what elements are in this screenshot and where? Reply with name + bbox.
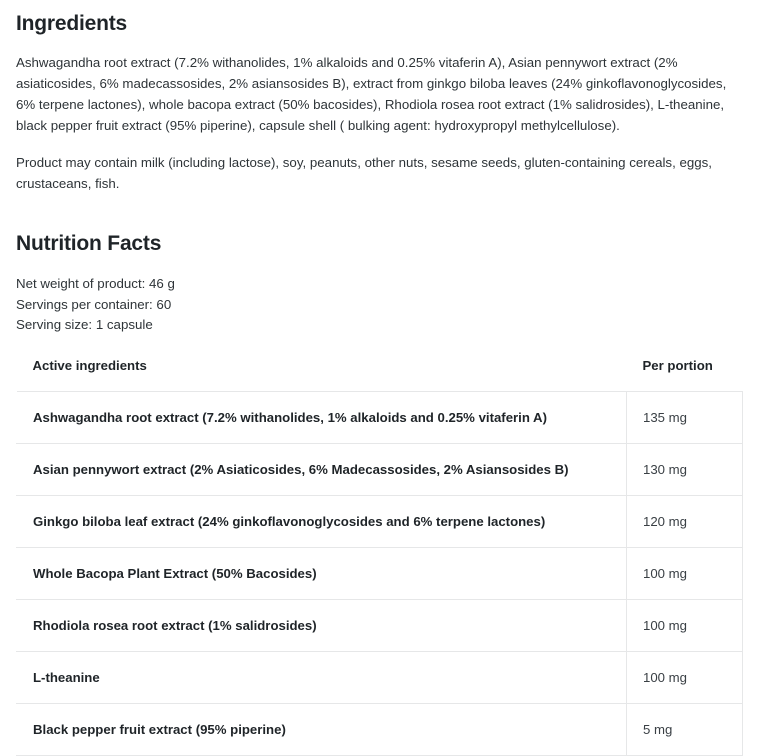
table-row <box>17 651 743 703</box>
table-body <box>17 391 743 755</box>
column-header-active-ingredients: Active ingredients <box>32 357 147 373</box>
ingredients-heading: Ingredients <box>16 12 127 35</box>
table-row <box>17 547 743 599</box>
table-row <box>17 599 743 651</box>
column-header-per-portion: Per portion <box>642 357 713 373</box>
table-row <box>17 391 743 443</box>
nutrition-facts-heading: Nutrition Facts <box>16 232 162 255</box>
servings-per-container-line: Servings per container: 60 <box>16 296 172 312</box>
ingredient-amount: 100 mg <box>627 547 743 599</box>
ingredient-name: Asian pennywort extract (2% Asiaticosides, 6% Madecassosides, 2% Asiansosides B) <box>17 443 627 495</box>
nutrition-summary-list <box>16 274 742 336</box>
ingredient-amount: 135 mg <box>627 391 743 443</box>
ingredients-paragraph: Ashwagandha root extract (7.2% withanolides, 1% alkaloids and 0.25% vitaferin A), Asian pennywort extract (2% asiaticosides, 6% madecassosides, 2% asiansosides B), extract from ginkgo biloba leaves (24% ginkoflavonoglycosides, 6% terpene lactones), whole bacopa extract (50% bacosides), Rhodiola rosea root extract (1% salidrosides), L-theanine, black pepper fruit extract (95% piperine), capsule shell ( bulking agent: hydroxypropyl methylcellulose). <box>16 55 727 133</box>
ingredient-name: Rhodiola rosea root extract (1% salidrosides) <box>17 599 627 651</box>
net-weight-line: Net weight of product: 46 g <box>16 276 175 291</box>
ingredient-name: Black pepper fruit extract (95% piperine) <box>17 703 627 755</box>
table-row <box>17 443 743 495</box>
table-row <box>17 703 743 755</box>
ingredient-amount: 5 mg <box>627 703 743 755</box>
ingredient-name: Whole Bacopa Plant Extract (50% Bacosides) <box>17 547 627 599</box>
ingredient-name: L-theanine <box>17 651 627 703</box>
ingredient-name: Ginkgo biloba leaf extract (24% ginkoflavonoglycosides and 6% terpene lactones) <box>17 495 627 547</box>
ingredient-amount: 100 mg <box>627 599 743 651</box>
ingredient-amount: 120 mg <box>627 495 743 547</box>
table-header-row <box>17 358 743 392</box>
nutrition-table <box>16 358 743 756</box>
ingredient-amount: 130 mg <box>627 443 743 495</box>
allergen-paragraph: Product may contain milk (including lactose), soy, peanuts, other nuts, sesame seeds, gluten-containing cereals, eggs, crustaceans, fish. <box>16 155 712 191</box>
serving-size-line: Serving size: 1 capsule <box>16 317 153 332</box>
table-row <box>17 495 743 547</box>
ingredient-name: Ashwagandha root extract (7.2% withanolides, 1% alkaloids and 0.25% vitaferin A) <box>17 391 627 443</box>
ingredient-amount: 100 mg <box>627 651 743 703</box>
